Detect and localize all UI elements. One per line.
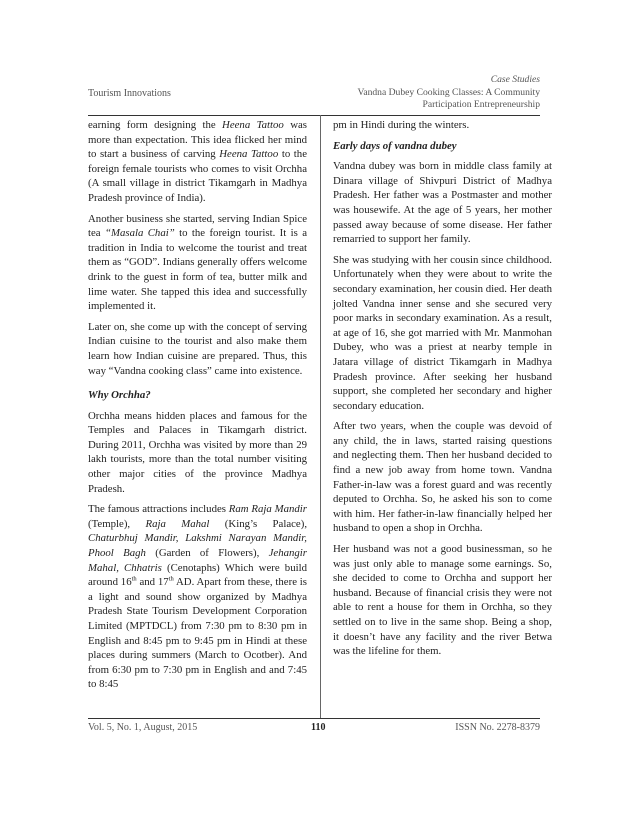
paragraph: Orchha means hidden places and famous for the Temples and Palaces in Tikamgarh district. During 2011, Orchha was visited by more than 29 lakh tourists, more than the total number visiting other major cities of the province Madhya Pradesh. [88, 409, 307, 495]
header-title-line1: Vandna Dubey Cooking Classes: A Community [357, 86, 540, 98]
header-section: Case Studies [490, 74, 540, 85]
paragraph: The famous attractions includes Ram Raja Mandir (Temple), Raja Mahal (King’s Palace), Chaturbhuj Mandir, Lakshmi Narayan Mandir, Phool Bagh (Garden of Flowers), Jehangir Mahal, Chhatris (Cenotaphs) Which were build around 16th and 17th AD. Apart from these, there is a light and sound show organized by Madhya Pradesh State Tourism Development Corporation Limited (MPTDCL) from 7:30 pm to 8:30 pm in English and 8:45 pm to 9:45 pm in Hindi at these places during summers (March to Ocotber). And from 6:30 pm to 7:30 pm in English and and 7:45 to 8:45 [88, 503, 308, 691]
running-header-journal: Tourism Innovations [88, 88, 171, 99]
footer-rule [88, 718, 540, 719]
paragraph: earning form designing the Heena Tattoo was more than expectation. This idea flicked her mind to start a business of carving Heena Tattoo to the foreign female tourists who comes to visit Orchha (A small village in district Tikamgarh in Madhya Pradesh province of India). [88, 119, 307, 204]
right-column [333, 118, 552, 665]
column-divider [320, 115, 321, 718]
paragraph: Vandna dubey was born in middle class family at Dinara village of Shivpuri District of Madhya Pradesh. Her father was a Postmaster and mother was housewife. At the age of 5 years, her mother passed away because of some disease. Her father remarried to support her family. [333, 160, 552, 246]
paragraph: Another business she started, serving Indian Spice tea “Masala Chai” to the foreign tourist. It is a tradition in India to welcome the tourist and treat them as “GOD”. Indians generally offers welcome drink to the guest in form of tea, butter milk and lime water. She tapped this idea and successfully implemented it. [88, 212, 307, 313]
running-header-article [300, 74, 540, 112]
paragraph: Later on, she come up with the concept of serving Indian cuisine to the tourist and also make them learn how Indian cuisine are prepared. Thus, this way “Vandna cooking class” came into existence. [88, 320, 307, 377]
section-heading-why-orchha: Why Orchha? [88, 389, 151, 402]
left-column [88, 118, 307, 698]
footer-issn: ISSN No. 2278-8379 [455, 722, 540, 733]
paragraph: Her husband was not a good businessman, so he was just only able to manage some earnings. So, she decided to come to Orchha and support her husband. Because of financial crisis they were not able to rent a house for them in Orchha, so they settled on to live in the same shop. Being a shop, it doesn’t have any facility and the river Betwa was the lifeline for them. [333, 543, 552, 658]
paragraph: After two years, when the couple was devoid of any child, the in laws, started raising questions and neglecting them. Then her husband decided to find a new job away from home town. Vandna Father-in-law was a forest guard and was recently deputed to Orchha. So, he asked his son to come with him. Her father-in-law financially helped her husband to open a shop in Orchha. [333, 420, 552, 535]
section-heading-early-days: Early days of vandna dubey [333, 139, 457, 152]
header-rule [88, 115, 540, 116]
header-title-line2: Participation Entrepreneurship [422, 99, 540, 110]
footer-volume: Vol. 5, No. 1, August, 2015 [88, 722, 198, 733]
paragraph: pm in Hindi during the winters. [333, 119, 470, 131]
paragraph: She was studying with her cousin since childhood. Unfortunately when they were about to write the secondary examination, her cousin died. Her death jolted Vandna inner sense and she secured very poor marks in secondary examination. As a result, at age of 16, she got married with Mr. Manmohan Dubey, who was a priest at nearby temple in Jatara village of district Tikamgarh in Madhya Pradesh province. After seeking her husband support, she completed her secondary and higher secondary education. [333, 253, 552, 412]
page-number: 110 [311, 722, 326, 733]
